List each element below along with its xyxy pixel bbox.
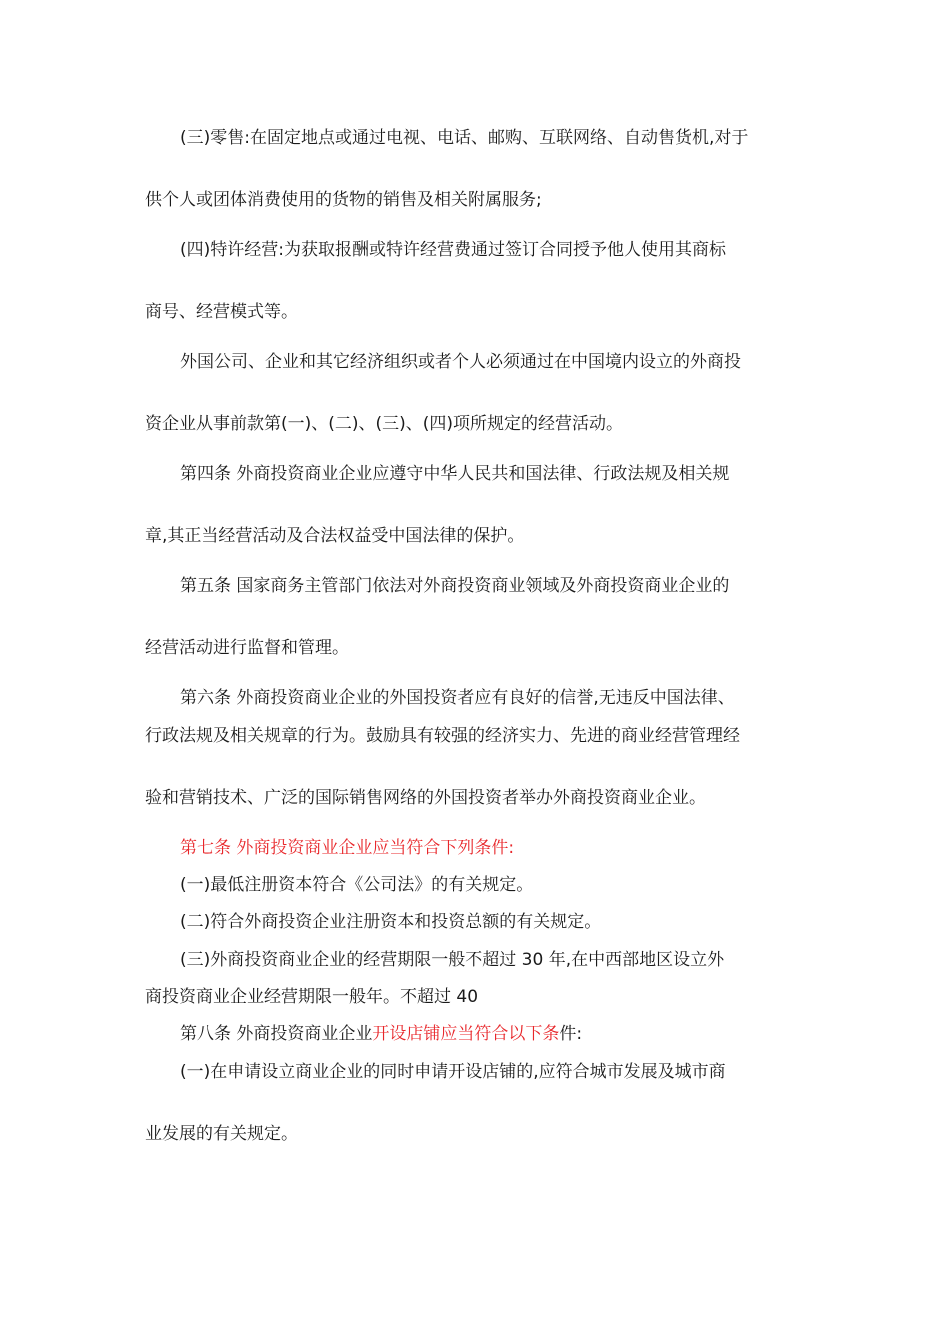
paragraph-line: 验和营销技术、广泛的国际销售网络的外国投资者举办外商投资商业企业。 — [145, 788, 706, 808]
article-seven-heading: 第七条 外商投资商业企业应当符合下列条件: — [180, 838, 515, 858]
paragraph-line: 业发展的有关规定。 — [145, 1124, 298, 1144]
article-five-line: 第五条 国家商务主管部门依法对外商投资商业领域及外商投资商业企业的 — [180, 576, 730, 596]
list-item: (二)符合外商投资企业注册资本和投资总额的有关规定。 — [180, 912, 602, 932]
paragraph-line: (三)零售:在固定地点或通过电视、电话、邮购、互联网络、自动售货机,对于 — [180, 128, 749, 148]
paragraph-line: 行政法规及相关规章的行为。鼓励具有较强的经济实力、先进的商业经营管理经 — [145, 726, 740, 746]
paragraph-line: (四)特许经营:为获取报酬或特许经营费通过签订合同授予他人使用其商标 — [180, 240, 726, 260]
article-four-line: 第四条 外商投资商业企业应遵守中华人民共和国法律、行政法规及相关规 — [180, 464, 730, 484]
article-eight-prefix: 第八条 外商投资商业企业 — [180, 1024, 373, 1044]
paragraph-line: 资企业从事前款第(一)、(二)、(三)、(四)项所规定的经营活动。 — [145, 414, 624, 434]
paragraph-line: 商号、经营模式等。 — [145, 302, 298, 322]
article-eight-line — [180, 1023, 582, 1045]
article-eight-highlight: 开设店铺应当符合以下条 — [372, 1024, 560, 1044]
paragraph-line: 商投资商业企业经营期限一般年。不超过 40 — [145, 987, 479, 1007]
paragraph-line: 外国公司、企业和其它经济组织或者个人必须通过在中国境内设立的外商投 — [180, 352, 741, 372]
list-item: (三)外商投资商业企业的经营期限一般不超过 30 年,在中西部地区设立外 — [180, 950, 725, 970]
paragraph-line: 经营活动进行监督和管理。 — [145, 638, 349, 658]
list-item: (一)在申请设立商业企业的同时申请开设店铺的,应符合城市发展及城市商 — [180, 1062, 726, 1082]
paragraph-line: 供个人或团体消费使用的货物的销售及相关附属服务; — [145, 190, 542, 210]
list-item: (一)最低注册资本符合《公司法》的有关规定。 — [180, 875, 534, 895]
article-six-line: 第六条 外商投资商业企业的外国投资者应有良好的信誉,无违反中国法律、 — [180, 688, 735, 708]
article-eight-suffix: 件: — [559, 1024, 583, 1044]
paragraph-line: 章,其正当经营活动及合法权益受中国法律的保护。 — [145, 526, 525, 546]
